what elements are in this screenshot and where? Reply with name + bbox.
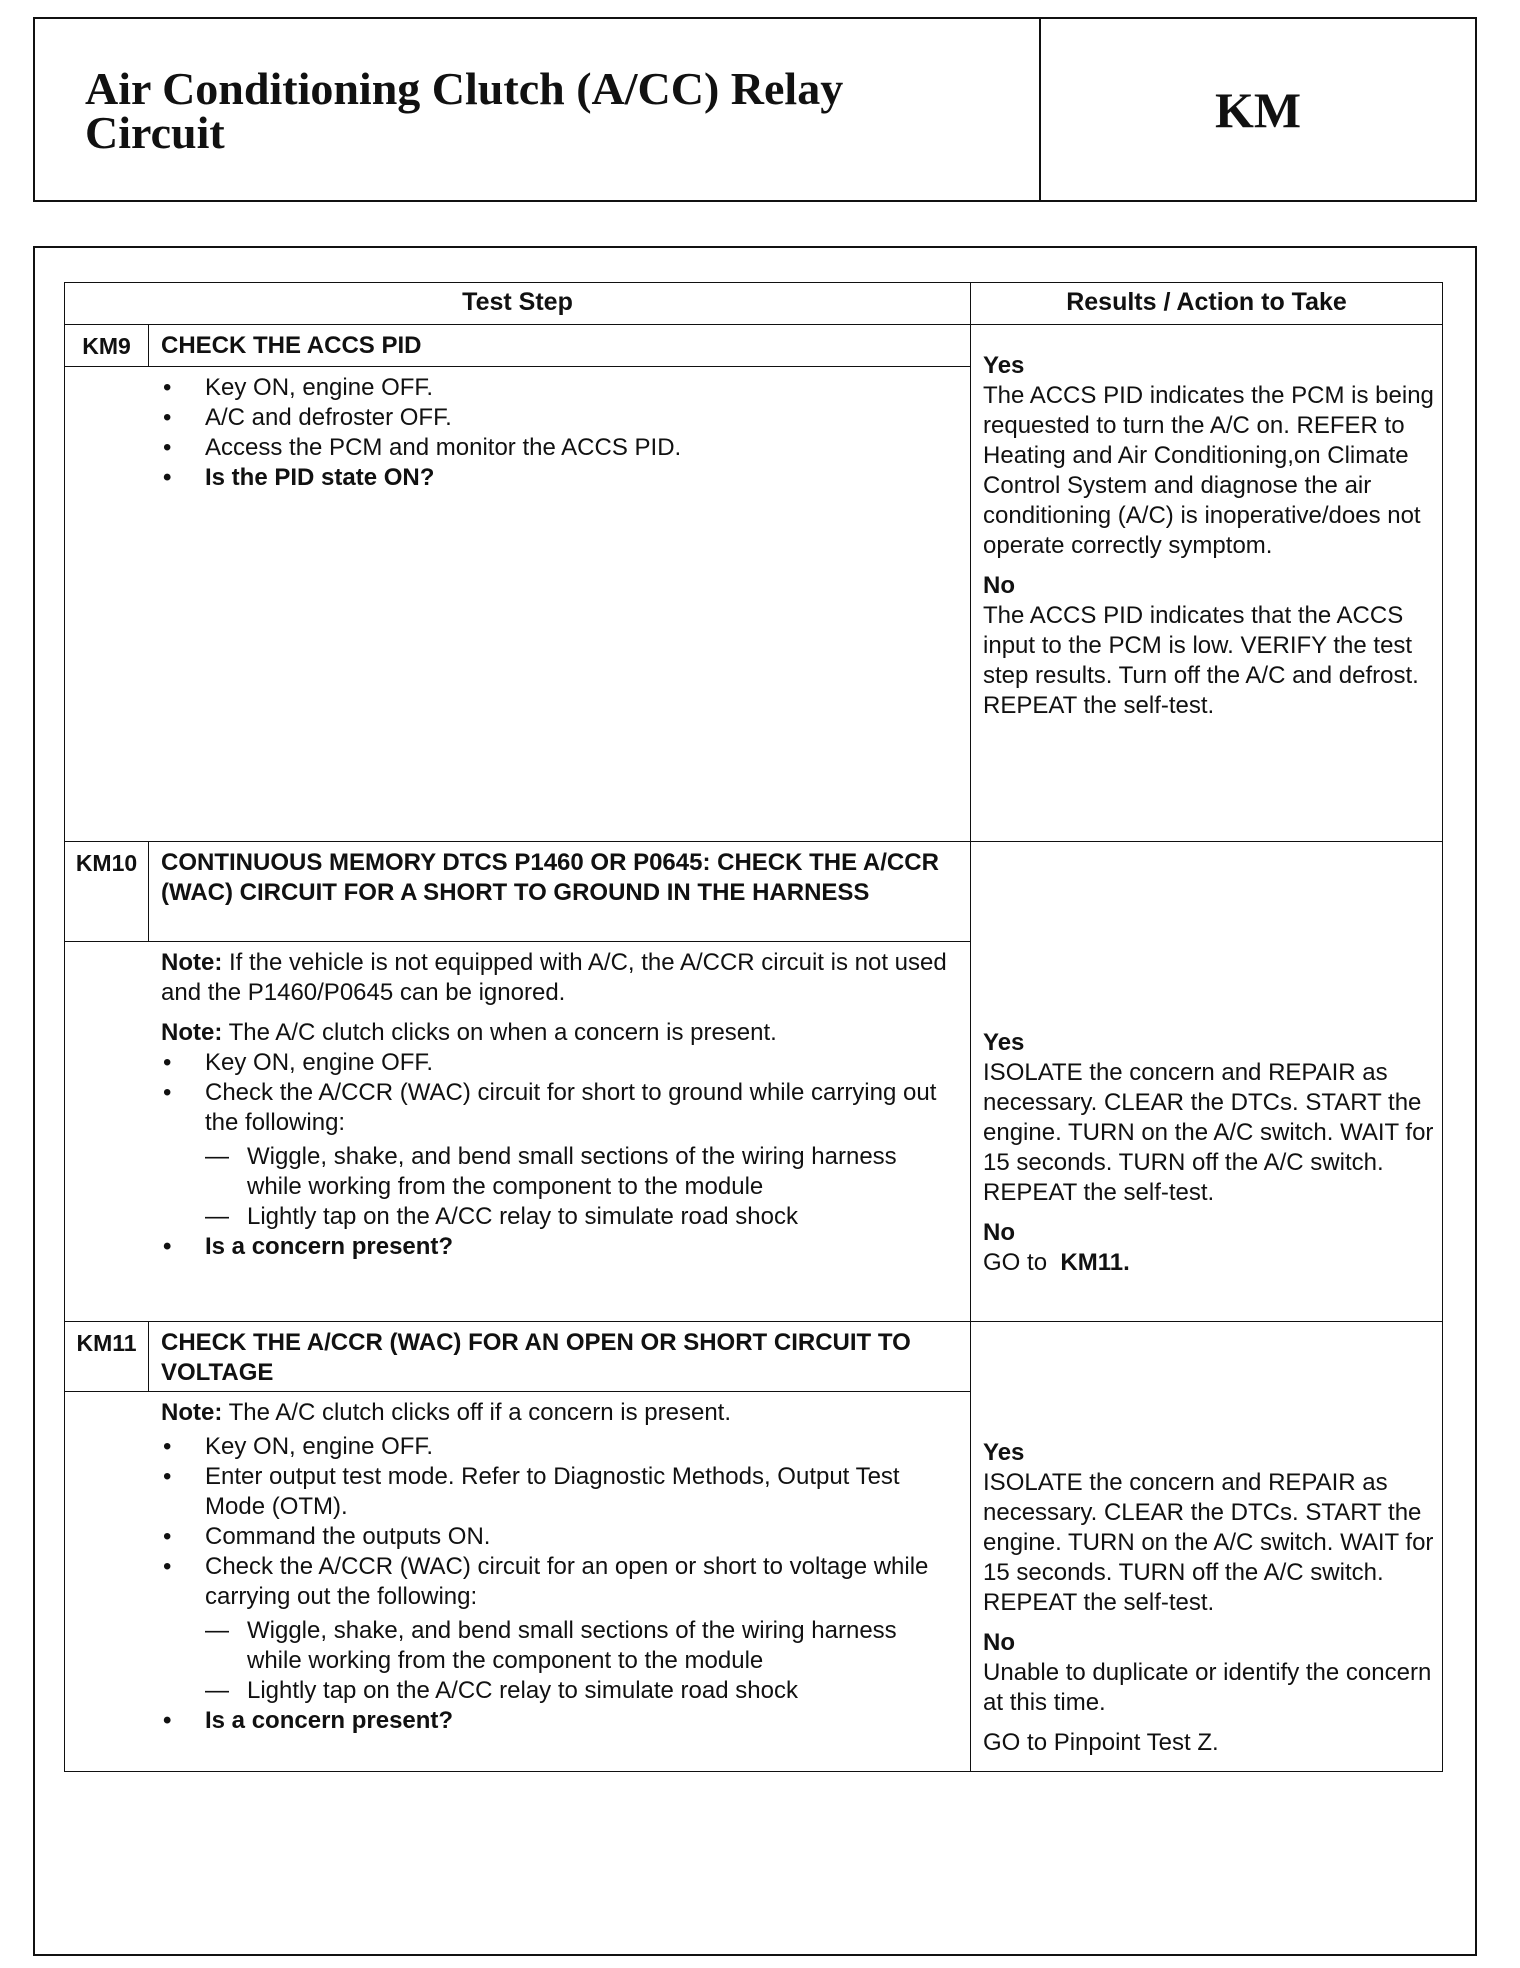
- note: [161, 1018, 956, 1048]
- note: [161, 1398, 956, 1428]
- step-results: [971, 325, 1443, 842]
- note-text: If the vehicle is not equipped with A/C, the A/CCR circuit is not used and the P1460/P0645 can be ignored.: [161, 949, 947, 1006]
- note-label: Note:: [161, 949, 223, 976]
- note-text: The A/C clutch clicks off if a concern is present.: [228, 1399, 732, 1426]
- note-label: Note:: [161, 1019, 223, 1046]
- step-title-row: [65, 325, 1443, 367]
- no-goto: GO to Pinpoint Test Z.: [983, 1729, 1219, 1756]
- step-title: CHECK THE ACCS PID: [149, 325, 971, 367]
- page-title: Air Conditioning Clutch (A/CC) Relay Circuit: [85, 63, 844, 158]
- no-label: No: [983, 1219, 1016, 1246]
- page-header: [33, 17, 1477, 202]
- step-results: [971, 842, 1443, 1322]
- list-item: • Access the PCM and monitor the ACCS PID.: [161, 433, 956, 463]
- step-question: • Is a concern present?: [161, 1232, 956, 1262]
- list-item: • Key ON, engine OFF.: [161, 373, 956, 403]
- note: [161, 948, 956, 1008]
- step-body: [65, 1392, 971, 1772]
- yes-text: ISOLATE the concern and REPAIR as necessary. CLEAR the DTCs. START the engine. TURN on the A/C switch. WAIT for 15 seconds. TURN off the A/C switch. REPEAT the self-test.: [983, 1469, 1434, 1616]
- step-body: [65, 367, 971, 842]
- yes-text: ISOLATE the concern and REPAIR as necessary. CLEAR the DTCs. START the engine. TURN on the A/C switch. WAIT for 15 seconds. TURN off the A/C switch. REPEAT the self-test.: [983, 1059, 1434, 1206]
- note-text: The A/C clutch clicks on when a concern is present.: [228, 1019, 777, 1046]
- pinpoint-test-table: [64, 282, 1443, 1772]
- list-item: • Command the outputs ON.: [161, 1522, 956, 1552]
- list-item: • Check the A/CCR (WAC) circuit for short to ground while carrying out the following:: [161, 1078, 956, 1138]
- step-title: CONTINUOUS MEMORY DTCS P1460 OR P0645: CHECK THE A/CCR (WAC) CIRCUIT FOR A SHORT TO GROUND IN THE HARNESS: [149, 842, 971, 942]
- step-id: KM11: [65, 1322, 149, 1392]
- col-results: Results / Action to Take: [971, 283, 1443, 325]
- no-goto-text: GO to: [983, 1249, 1048, 1276]
- list-item: • Check the A/CCR (WAC) circuit for an open or short to voltage while carrying out the following:: [161, 1552, 956, 1612]
- list-item: • Key ON, engine OFF.: [161, 1432, 956, 1462]
- list-item: — Wiggle, shake, and bend small sections of the wiring harness while working from the component to the module: [205, 1616, 956, 1676]
- step-question: • Is a concern present?: [161, 1706, 956, 1736]
- table-header-row: [65, 283, 1443, 325]
- no-text: The ACCS PID indicates that the ACCS input to the PCM is low. VERIFY the test step results. Turn off the A/C and defrost. REPEAT the self-test.: [983, 602, 1419, 719]
- list-item: • Key ON, engine OFF.: [161, 1048, 956, 1078]
- yes-label: Yes: [983, 1029, 1025, 1056]
- list-item: — Wiggle, shake, and bend small sections of the wiring harness while working from the component to the module: [205, 1142, 956, 1202]
- yes-text: The ACCS PID indicates the PCM is being requested to turn the A/C on. REFER to Heating and Air Conditioning,on Climate Control System and diagnose the air conditioning (A/C) is inoperative/does not operate correctly symptom.: [983, 382, 1434, 559]
- step-id: KM9: [65, 325, 149, 367]
- goto-step-link: KM11.: [1060, 1249, 1130, 1276]
- yes-label: Yes: [983, 352, 1025, 379]
- step-results: [971, 1322, 1443, 1772]
- list-item: — Lightly tap on the A/CC relay to simulate road shock: [205, 1676, 956, 1706]
- no-label: No: [983, 1629, 1016, 1656]
- col-test-step: Test Step: [65, 283, 971, 325]
- list-item: • Enter output test mode. Refer to Diagnostic Methods, Output Test Mode (OTM).: [161, 1462, 956, 1522]
- note-label: Note:: [161, 1399, 223, 1426]
- section-code: KM: [1214, 81, 1302, 138]
- list-item: — Lightly tap on the A/CC relay to simulate road shock: [205, 1202, 956, 1232]
- list-item: • A/C and defroster OFF.: [161, 403, 956, 433]
- step-title-row: [65, 842, 1443, 942]
- step-body: [65, 942, 971, 1322]
- no-label: No: [983, 572, 1016, 599]
- no-text: [983, 1248, 1434, 1278]
- step-title-row: [65, 1322, 1443, 1392]
- step-title: CHECK THE A/CCR (WAC) FOR AN OPEN OR SHORT CIRCUIT TO VOLTAGE: [149, 1322, 971, 1392]
- step-id: KM10: [65, 842, 149, 942]
- yes-label: Yes: [983, 1439, 1025, 1466]
- step-question: • Is the PID state ON?: [161, 463, 956, 493]
- no-text: Unable to duplicate or identify the concern at this time.: [983, 1659, 1432, 1716]
